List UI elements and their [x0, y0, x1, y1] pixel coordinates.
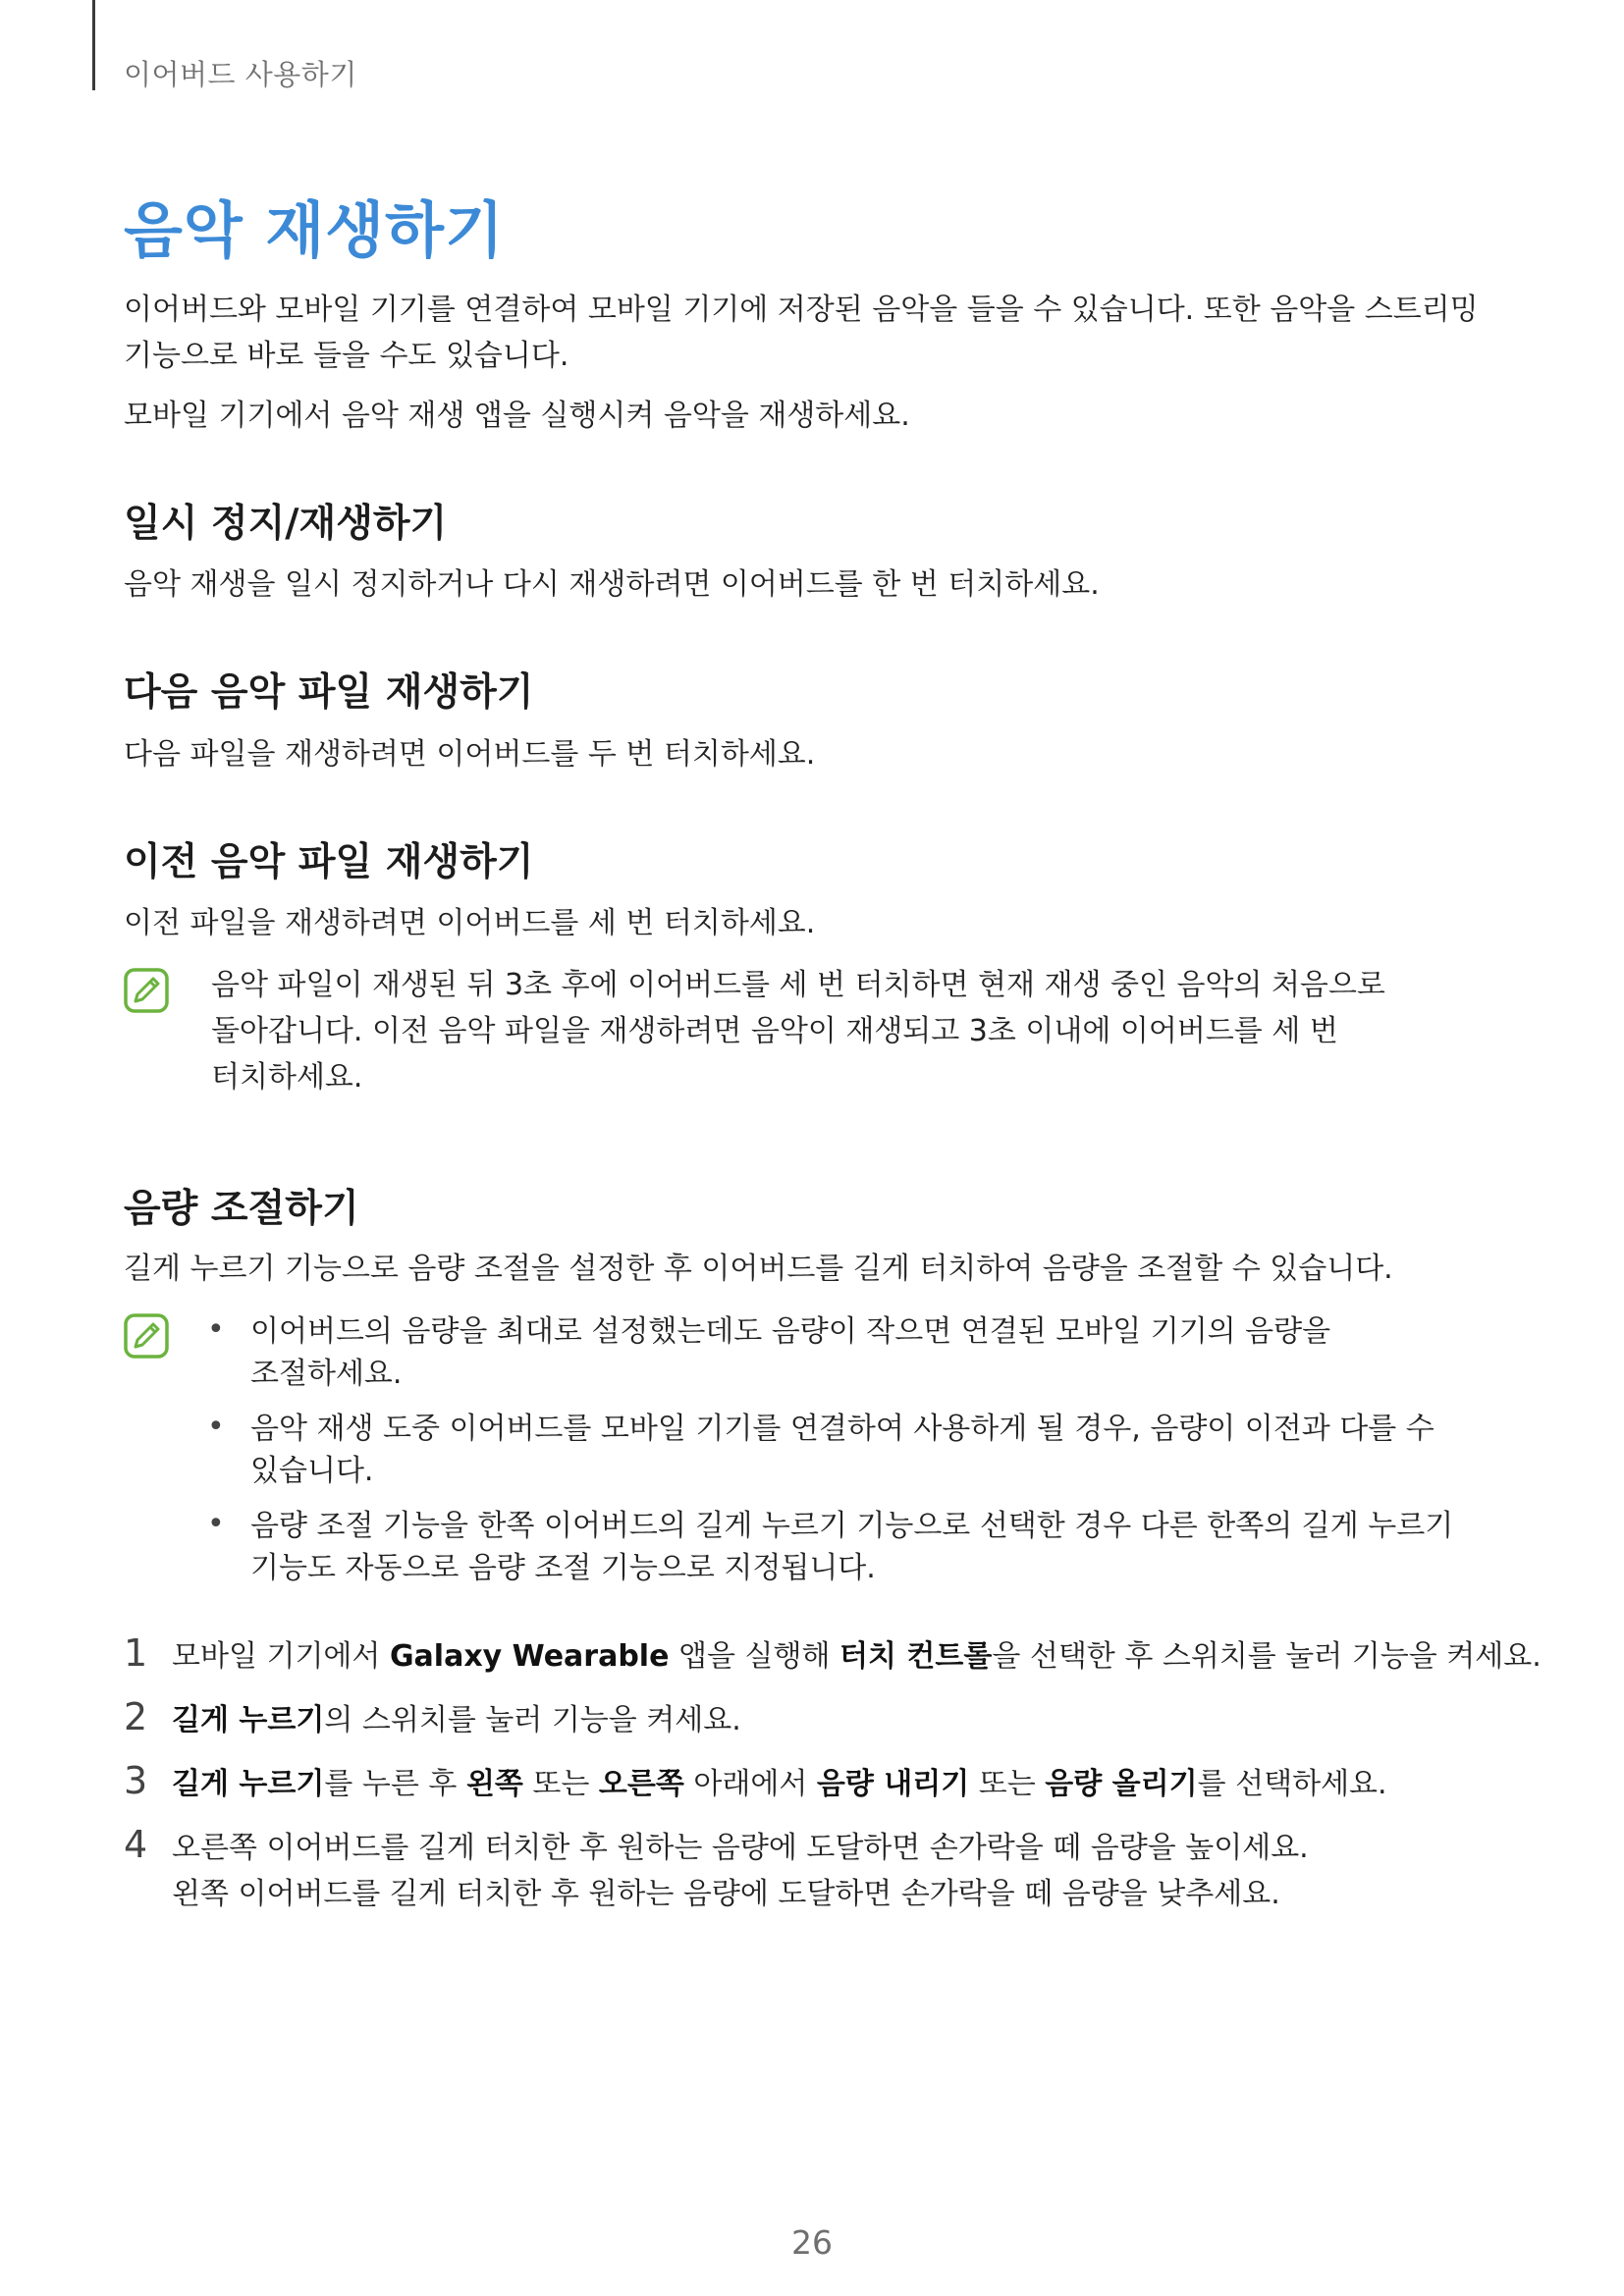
heading-next: 다음 음악 파일 재생하기 [124, 670, 534, 715]
heading-prev: 이전 음악 파일 재생하기 [124, 840, 534, 884]
bullet-marker: • [207, 1410, 225, 1444]
step-1-text: 모바일 기기에서 Galaxy Wearable 앱을 실행해 터치 컨트롤을 선택한 후 스위치를 눌러 기능을 켜세요. [172, 1639, 1542, 1674]
bullet-1-line-2: 조절하세요. [250, 1357, 403, 1391]
heading-volume: 음량 조절하기 [124, 1187, 359, 1231]
note-pencil-icon [124, 968, 169, 1013]
next-text: 다음 파일을 재생하려면 이어버드를 두 번 터치하세요. [124, 737, 816, 772]
bullet-3-line-1: 음량 조절 기능을 한쪽 이어버드의 길게 누르기 기능으로 선택한 경우 다른 한쪽의 길게 누르기 [250, 1509, 1454, 1543]
step-2-text: 길게 누르기의 스위치를 눌러 기능을 켜세요. [172, 1703, 741, 1737]
note-line-2: 돌아갑니다. 이전 음악 파일을 재생하려면 음악이 재생되고 3초 이내에 이어버드를 세 번 [211, 1014, 1338, 1048]
step-3-text: 길게 누르기를 누른 후 왼쪽 또는 오른쪽 아래에서 음량 내리기 또는 음량 올리기를 선택하세요. [172, 1767, 1387, 1801]
note-line-1: 음악 파일이 재생된 뒤 3초 후에 이어버드를 세 번 터치하면 현재 재생 중인 음악의 처음으로 [211, 968, 1385, 1002]
intro-line-1: 이어버드와 모바일 기기를 연결하여 모바일 기기에 저장된 음악을 들을 수 있습니다. 또한 음악을 스트리밍 [124, 293, 1479, 327]
step-4-line-2: 왼쪽 이어버드를 길게 터치한 후 원하는 음량에 도달하면 손가락을 떼 음량을 낮추세요. [172, 1877, 1280, 1911]
bullet-2-line-2: 있습니다. [250, 1454, 374, 1488]
heading-pause: 일시 정지/재생하기 [124, 502, 448, 546]
prev-text: 이전 파일을 재생하려면 이어버드를 세 번 터치하세요. [124, 906, 816, 940]
bullet-marker: • [207, 1312, 225, 1347]
pause-text: 음악 재생을 일시 정지하거나 다시 재생하려면 이어버드를 한 번 터치하세요. [124, 567, 1100, 602]
header-rule [92, 0, 95, 90]
intro-line-3: 모바일 기기에서 음악 재생 앱을 실행시켜 음악을 재생하세요. [124, 399, 910, 433]
chapter-header: 이어버드 사용하기 [124, 58, 357, 91]
bullet-2-line-1: 음악 재생 도중 이어버드를 모바일 기기를 연결하여 사용하게 될 경우, 음량이 이전과 다를 수 [250, 1412, 1435, 1446]
step-number: 4 [124, 1823, 148, 1866]
step-number: 2 [124, 1695, 148, 1738]
bullet-marker: • [207, 1507, 225, 1541]
step-number: 3 [124, 1759, 148, 1802]
note-pencil-icon [124, 1313, 169, 1359]
note-line-3: 터치하세요. [211, 1060, 363, 1095]
volume-text: 길게 누르기 기능으로 음량 조절을 설정한 후 이어버드를 길게 터치하여 음량을 조절할 수 있습니다. [124, 1252, 1393, 1286]
step-number: 1 [124, 1631, 148, 1675]
page-number: 26 [791, 2223, 833, 2262]
bullet-3-line-2: 기능도 자동으로 음량 조절 기능으로 지정됩니다. [250, 1551, 876, 1585]
intro-line-2: 기능으로 바로 들을 수도 있습니다. [124, 339, 569, 373]
step-4-line-1: 오른쪽 이어버드를 길게 터치한 후 원하는 음량에 도달하면 손가락을 떼 음량을 높이세요. [172, 1831, 1309, 1865]
page-title: 음악 재생하기 [124, 194, 505, 266]
bullet-1-line-1: 이어버드의 음량을 최대로 설정했는데도 음량이 작으면 연결된 모바일 기기의 음량을 [250, 1314, 1331, 1349]
